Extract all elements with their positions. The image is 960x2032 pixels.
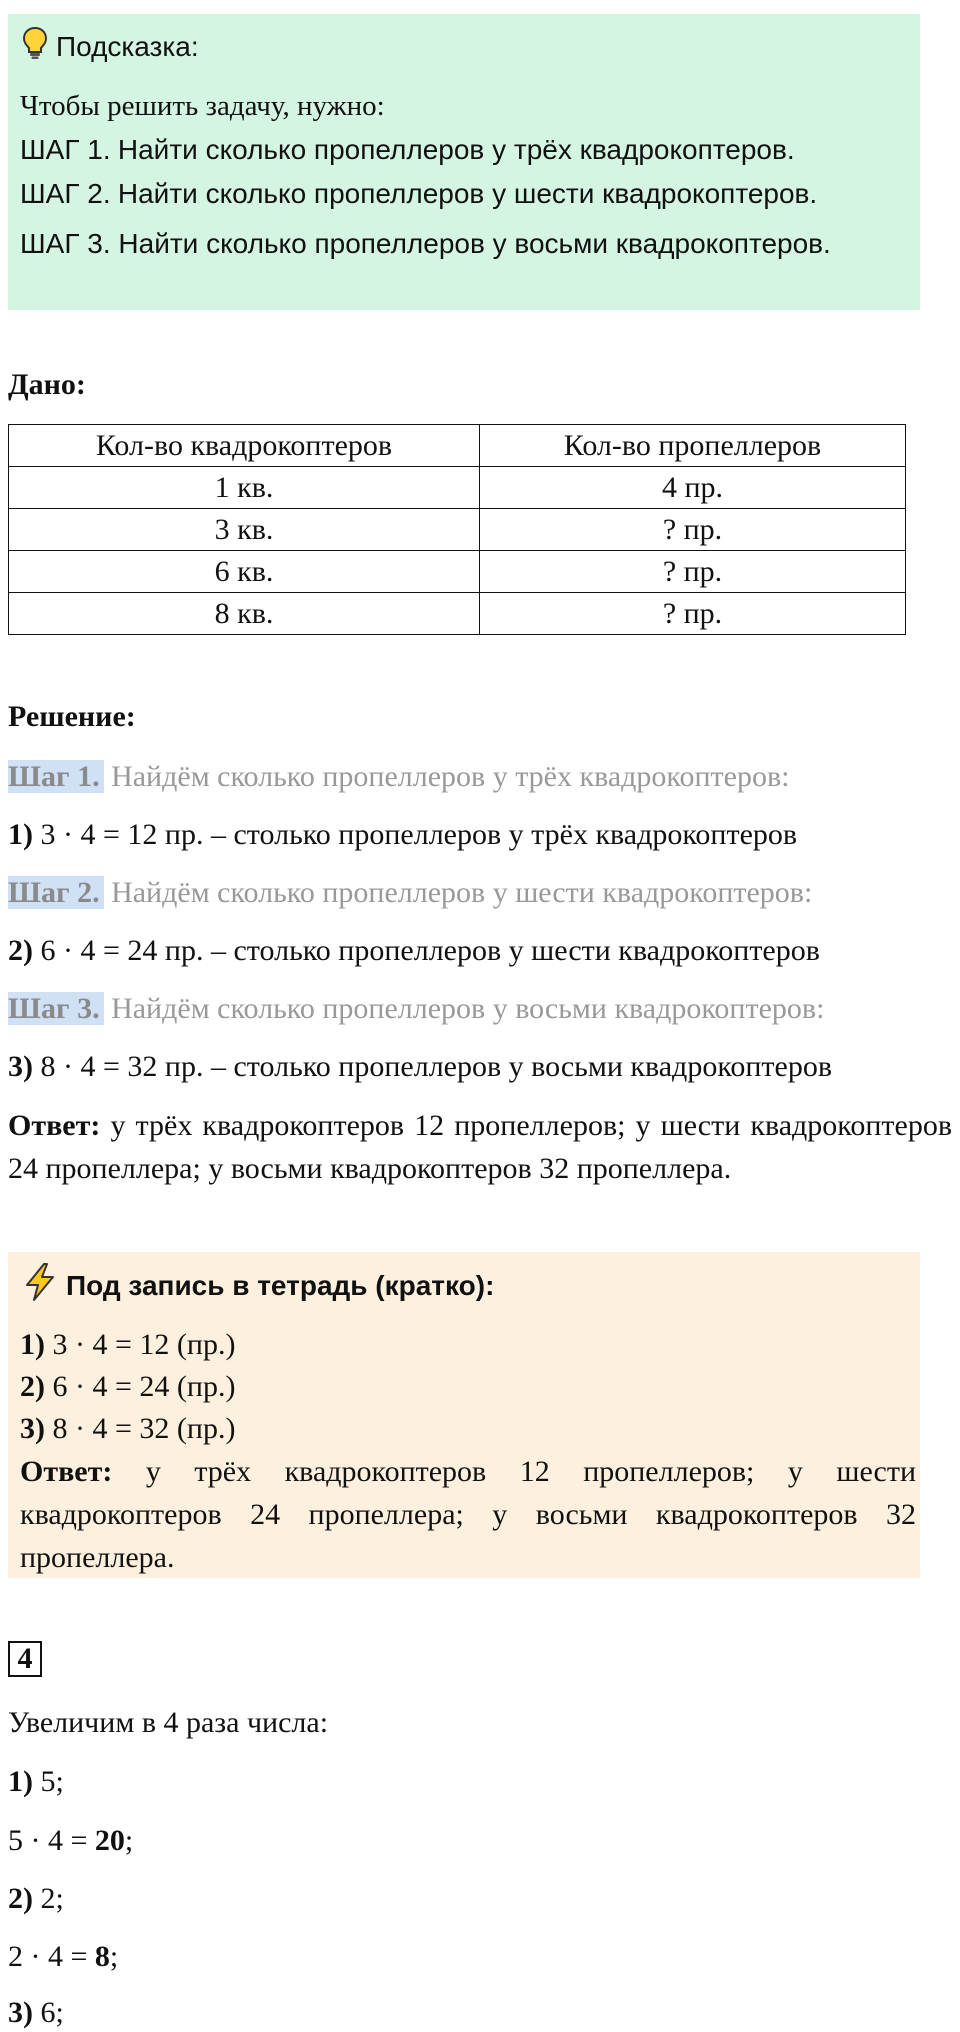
task-item-3 <box>8 1996 64 2030</box>
table-row <box>9 551 906 593</box>
item-number: 3) <box>8 1996 33 2029</box>
calc-text: 8 · 4 = 32 пр. – столько пропеллеров у восьми квадрокоптеров <box>40 1050 833 1083</box>
calc-end: ; <box>109 1940 119 1973</box>
calc-text: 8 · 4 = 32 (пр.) <box>52 1412 236 1445</box>
table-row <box>9 593 906 635</box>
table-cell: 4 пр. <box>480 467 906 509</box>
table-cell: 6 кв. <box>9 551 480 593</box>
step-text: Найдём сколько пропеллеров у трёх квадрокоптеров: <box>111 760 790 793</box>
hint-box <box>8 14 920 310</box>
calc-number: 3) <box>8 1050 33 1083</box>
notebook-line-1 <box>20 1328 235 1362</box>
task-number: 4 <box>8 1641 42 1677</box>
hint-step-2 <box>20 178 817 211</box>
lightning-icon <box>22 1262 58 1310</box>
task-calc-2 <box>8 1940 118 1974</box>
item-number: 1) <box>8 1765 33 1798</box>
table-header-row <box>9 425 906 467</box>
task-calc-1 <box>8 1824 133 1858</box>
item-value: 6; <box>40 1996 64 2029</box>
task-intro: Увеличим в 4 раза числа: <box>8 1706 329 1739</box>
table-row <box>9 467 906 509</box>
answer-text: у трёх квадрокоптеров 12 пропеллеров; у шести квадрокоптеров 24 пропеллера; у восьми квадрокоптеров 32 пропеллера. <box>20 1455 916 1574</box>
table-cell: 3 кв. <box>9 509 480 551</box>
table-cell: ? пр. <box>480 509 906 551</box>
answer-text: у трёх квадрокоптеров 12 пропеллеров; у шести квадрокоптеров 24 пропеллера; у восьми квадрокоптеров 32 пропеллера. <box>8 1109 953 1185</box>
notebook-answer <box>20 1450 916 1579</box>
column-header: Кол-во пропеллеров <box>480 425 906 467</box>
hint-header <box>22 26 199 68</box>
hint-title: Подсказка: <box>56 31 199 62</box>
hint-step-text: Найти сколько пропеллеров у шести квадрокоптеров. <box>117 178 818 209</box>
notebook-line-3 <box>20 1412 235 1446</box>
solution-step-3-heading <box>8 992 824 1026</box>
solution-answer <box>8 1104 952 1190</box>
solution-calc-3 <box>8 1050 832 1084</box>
solution-label: Решение: <box>8 700 136 733</box>
item-number: 2) <box>8 1882 33 1915</box>
calc-text: 6 · 4 = 24 (пр.) <box>52 1370 236 1403</box>
hint-step-text: Найти сколько пропеллеров у трёх квадрокоптеров. <box>117 134 795 165</box>
hint-step-label: ШАГ 3. <box>20 228 111 259</box>
answer-label: Ответ: <box>8 1109 101 1142</box>
notebook-box <box>8 1252 920 1578</box>
table-cell: ? пр. <box>480 551 906 593</box>
hint-step-1 <box>20 134 795 167</box>
hint-step-3 <box>20 222 916 266</box>
hint-intro: Чтобы решить задачу, нужно: <box>20 90 385 122</box>
calc-text: 2 · 4 = <box>8 1940 95 1973</box>
table-cell: 1 кв. <box>9 467 480 509</box>
given-label: Дано: <box>8 368 86 401</box>
lightbulb-icon <box>22 26 48 68</box>
calc-number: 2) <box>8 934 33 967</box>
step-badge: Шаг 3. <box>8 992 104 1025</box>
calc-end: ; <box>124 1824 134 1857</box>
calc-number: 3) <box>20 1412 45 1445</box>
item-value: 2; <box>40 1882 64 1915</box>
solution-step-1-heading <box>8 760 789 794</box>
answer-label: Ответ: <box>20 1455 113 1488</box>
calc-result: 20 <box>94 1824 125 1857</box>
solution-calc-1 <box>8 818 797 852</box>
step-text: Найдём сколько пропеллеров у шести квадрокоптеров: <box>111 876 813 909</box>
calc-number: 2) <box>20 1370 45 1403</box>
calc-number: 1) <box>8 818 33 851</box>
calc-result: 8 <box>94 1940 110 1973</box>
step-text: Найдём сколько пропеллеров у восьми квадрокоптеров: <box>111 992 825 1025</box>
calc-text: 3 · 4 = 12 пр. – столько пропеллеров у трёх квадрокоптеров <box>40 818 798 851</box>
notebook-line-2 <box>20 1370 235 1404</box>
calc-text: 5 · 4 = <box>8 1824 95 1857</box>
table-row <box>9 509 906 551</box>
solution-calc-2 <box>8 934 820 968</box>
step-badge: Шаг 2. <box>8 876 104 909</box>
table-cell: ? пр. <box>480 593 906 635</box>
hint-step-text: Найти сколько пропеллеров у восьми квадрокоптеров. <box>118 228 831 259</box>
calc-text: 6 · 4 = 24 пр. – столько пропеллеров у шести квадрокоптеров <box>40 934 820 967</box>
item-value: 5; <box>40 1765 64 1798</box>
step-badge: Шаг 1. <box>8 760 104 793</box>
notebook-title: Под запись в тетрадь (кратко): <box>66 1270 495 1301</box>
task-item-1 <box>8 1765 64 1799</box>
task-item-2 <box>8 1882 64 1916</box>
table-cell: 8 кв. <box>9 593 480 635</box>
calc-text: 3 · 4 = 12 (пр.) <box>52 1328 236 1361</box>
hint-step-label: ШАГ 1. <box>20 134 111 165</box>
calc-number: 1) <box>20 1328 45 1361</box>
solution-step-2-heading <box>8 876 812 910</box>
column-header: Кол-во квадрокоптеров <box>9 425 480 467</box>
given-table <box>8 424 906 635</box>
hint-step-label: ШАГ 2. <box>20 178 111 209</box>
notebook-header <box>22 1262 494 1310</box>
